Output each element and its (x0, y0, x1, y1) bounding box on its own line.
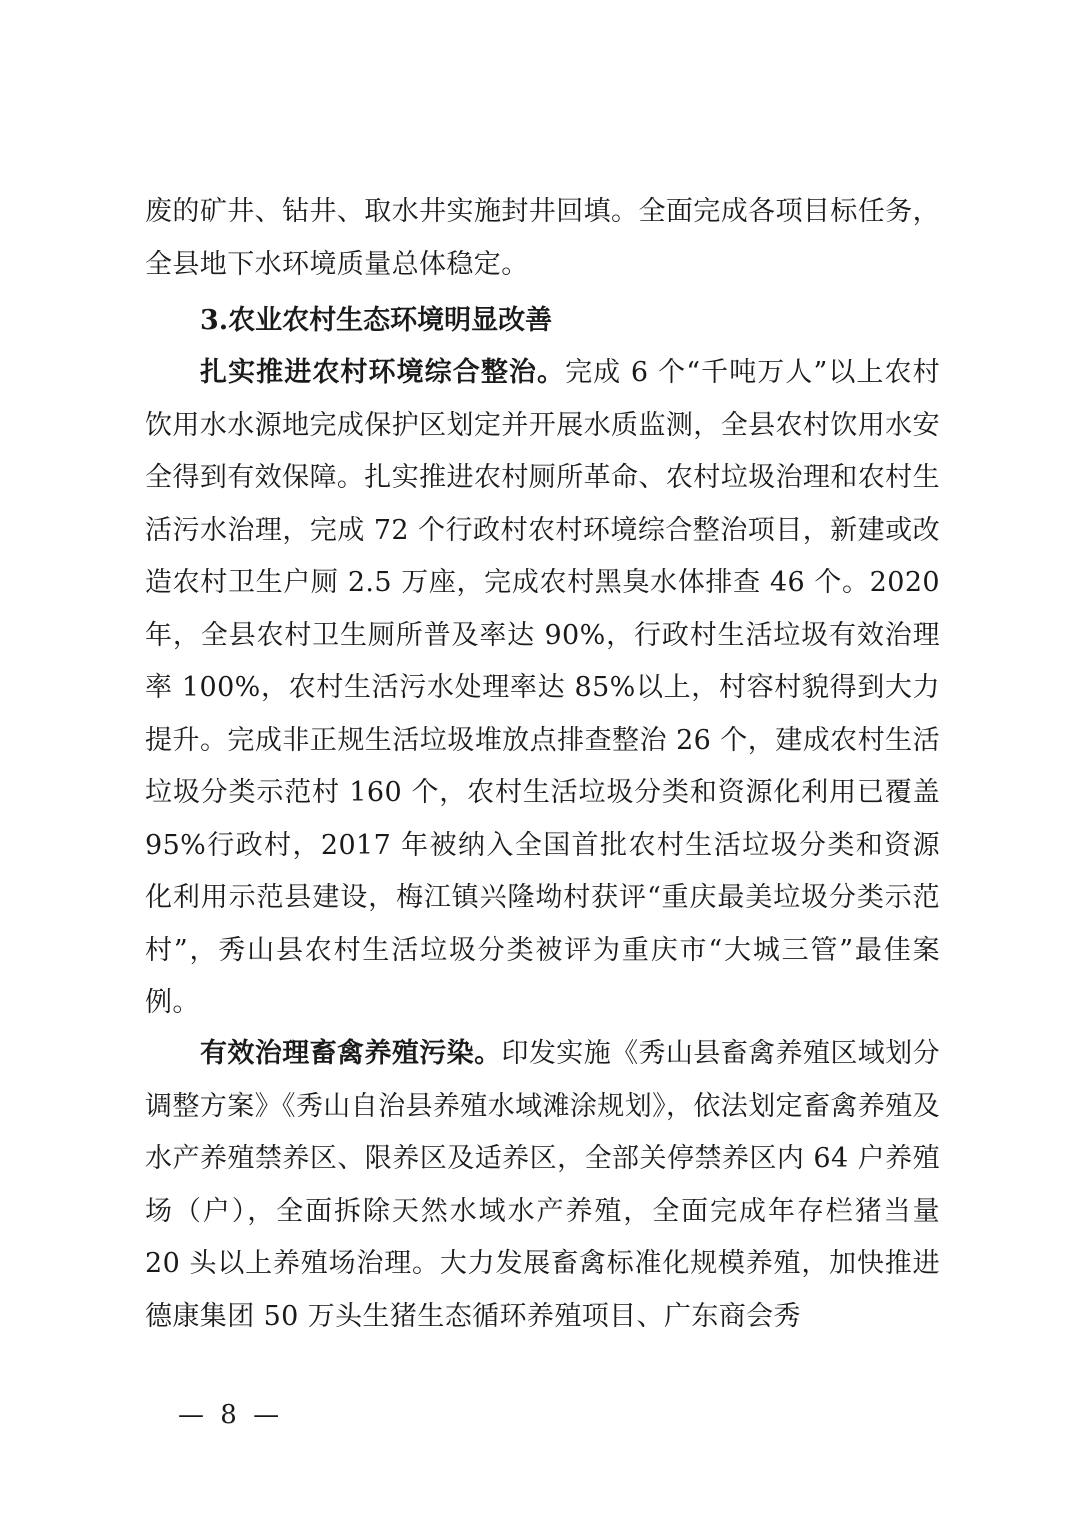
paragraph-body: 完成 6 个“千吨万人”以上农村饮用水水源地完成保护区划定并开展水质监测，全县农村饮用水安全得到有效保障。扎实推进农村厕所革命、农村垃圾治理和农村生活污水治理，完成 72 个行政村农村环境综合整治项目，新建或改造农村卫生户厕 2.5 万座，完成农村黑臭水体排查 46 个。2020 年，全县农村卫生厕所普及率达 90%，行政村生活垃圾有效治理率 100%，农村生活污水处理率达 85%以上，村容村貌得到大力提升。完成非正规生活垃圾堆放点排查整治 26 个，建成农村生活垃圾分类示范村 160 个，农村生活垃圾分类和资源化利用已覆盖 95%行政村，2017 年被纳入全国首批农村生活垃圾分类和资源化利用示范县建设，梅江镇兴隆坳村获评“重庆最美垃圾分类示范村”，秀山县农村生活垃圾分类被评为重庆市“大城三管”最佳案例。 (145, 357, 940, 1018)
page-number: — 8 — (178, 1400, 284, 1430)
paragraph-livestock-pollution (145, 1028, 940, 1343)
section-heading: 3.农业农村生态环境明显改善 (200, 305, 553, 336)
paragraph-body: 印发实施《秀山县畜禽养殖区域划分调整方案》《秀山自治县养殖水域滩涂规划》，依法划定畜禽养殖及水产养殖禁养区、限养区及适养区，全部关停禁养区内 64 户养殖场（户），全面拆除天然水域水产养殖，全面完成年存栏猪当量 20 头以上养殖场治理。大力发展畜禽标准化规模养殖，加快推进德康集团 50 万头生猪生态循环养殖项目、广东商会秀 (145, 1038, 941, 1332)
continued-paragraph: 废的矿井、钻井、取水井实施封井回填。全面完成各项目标任务，全县地下水环境质量总体稳定。 (145, 196, 940, 280)
paragraph-lead: 扎实推进农村环境综合整治。 (200, 357, 566, 388)
paragraph-lead: 有效治理畜禽养殖污染。 (200, 1038, 502, 1069)
paragraph-rural-environment (145, 347, 940, 1030)
